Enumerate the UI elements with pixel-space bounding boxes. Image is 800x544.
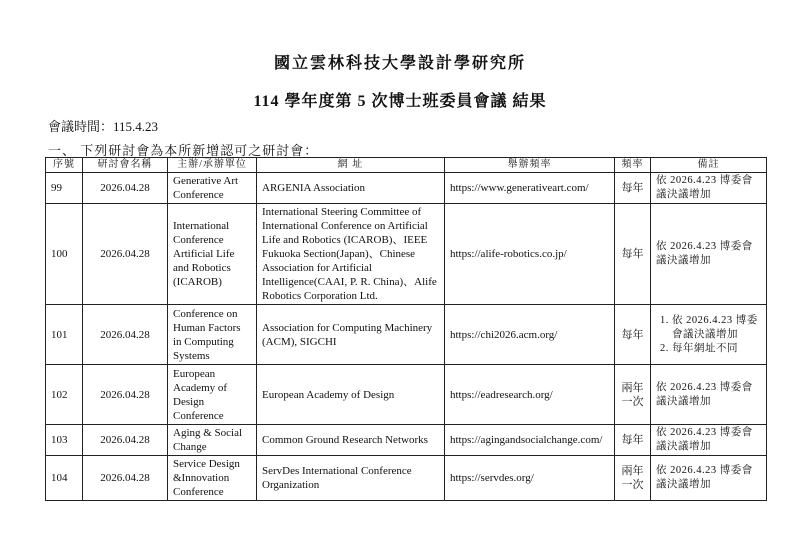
row-date: 2026.04.28 (83, 204, 168, 305)
row-date: 2026.04.28 (83, 456, 168, 501)
document-title: 國立雲林科技大學設計學研究所 (273, 55, 526, 72)
row-no: 100 (46, 204, 83, 305)
row-date: 2026.04.28 (83, 305, 168, 365)
row-note: 依 2026.4.23 博委會議決議增加 (651, 173, 767, 204)
row-url: https://chi2026.acm.org/ (445, 305, 615, 365)
table-row (46, 365, 767, 425)
row-organizer: International Steering Committee of International Conference on Artificial Life and Robotics (ICAROB)、IEEE Fukuoka Section(Japan)、Chinese Association for Artificial Intelligence(CAAI, P. R. China)、Alife Robotics Corporation Ltd. (257, 204, 445, 305)
row-date: 2026.04.28 (83, 425, 168, 456)
table-row (46, 173, 767, 204)
row-conference-name: European Academy of Design Conference (168, 365, 257, 425)
row-frequency: 每年 (615, 173, 651, 204)
header-held-frequency: 舉辦頻率 (445, 158, 615, 173)
row-organizer: ServDes International Conference Organization (257, 456, 445, 501)
row-no: 99 (46, 173, 83, 204)
row-frequency: 每年 (615, 204, 651, 305)
row-no: 101 (46, 305, 83, 365)
row-conference-name: Service Design &Innovation Conference (168, 456, 257, 501)
table-header-row (46, 158, 767, 173)
conference-table (45, 157, 767, 501)
section-heading: 一、 下列研討會為本所新增認可之研討會： (48, 143, 319, 158)
row-frequency: 每年 (615, 305, 651, 365)
row-no: 103 (46, 425, 83, 456)
row-frequency: 兩年一次 (615, 365, 651, 425)
table-row (46, 425, 767, 456)
row-frequency: 兩年一次 (615, 456, 651, 501)
table-row (46, 204, 767, 305)
document-subtitle: 114 學年度第 5 次博士班委員會議 結果 (253, 93, 547, 110)
note-list (656, 314, 761, 356)
row-note: 依 2026.4.23 博委會議決議增加 (651, 456, 767, 501)
header-no: 序號 (46, 158, 83, 173)
row-conference-name: Generative Art Conference (168, 173, 257, 204)
row-conference-name: Conference on Human Factors in Computing Systems (168, 305, 257, 365)
row-no: 104 (46, 456, 83, 501)
note-item: 1. 依 2026.4.23 博委會議決議增加 (672, 314, 761, 342)
meeting-time: 會議時間：115.4.23 (48, 119, 159, 134)
table-row (46, 456, 767, 501)
header-url: 網 址 (257, 158, 445, 173)
row-url: https://agingandsocialchange.com/ (445, 425, 615, 456)
table-row (46, 305, 767, 365)
header-organizer-unit: 主辦/承辦單位 (168, 158, 257, 173)
header-notes: 備註 (651, 158, 767, 173)
row-organizer: Association for Computing Machinery (ACM), SIGCHI (257, 305, 445, 365)
row-conference-name: Aging & Social Change (168, 425, 257, 456)
row-note: 依 2026.4.23 博委會議決議增加 (651, 204, 767, 305)
row-frequency: 每年 (615, 425, 651, 456)
row-organizer: European Academy of Design (257, 365, 445, 425)
row-date: 2026.04.28 (83, 365, 168, 425)
row-note (651, 305, 767, 365)
row-url: https://servdes.org/ (445, 456, 615, 501)
row-url: https://eadresearch.org/ (445, 365, 615, 425)
row-conference-name: International Conference Artificial Life and Robotics (ICAROB) (168, 204, 257, 305)
row-organizer: ARGENIA Association (257, 173, 445, 204)
row-url: https://alife-robotics.co.jp/ (445, 204, 615, 305)
row-no: 102 (46, 365, 83, 425)
header-frequency: 頻率 (615, 158, 651, 173)
note-item: 2. 每年網址不同 (672, 342, 761, 356)
row-organizer: Common Ground Research Networks (257, 425, 445, 456)
row-note: 依 2026.4.23 博委會議決議增加 (651, 425, 767, 456)
row-date: 2026.04.28 (83, 173, 168, 204)
header-date: 研討會名稱 (83, 158, 168, 173)
row-url: https://www.generativeart.com/ (445, 173, 615, 204)
row-note: 依 2026.4.23 博委會議決議增加 (651, 365, 767, 425)
